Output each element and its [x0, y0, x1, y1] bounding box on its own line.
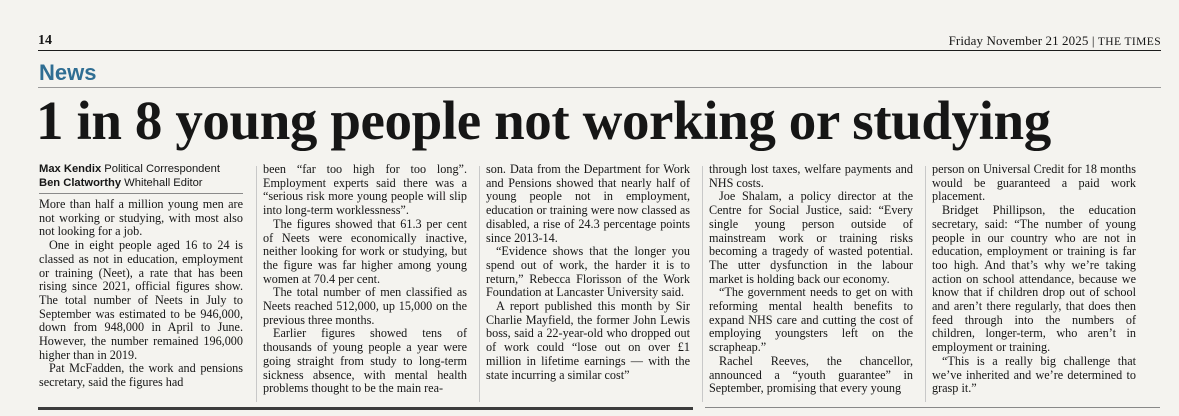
byline-author-2	[39, 177, 243, 191]
bottom-rule	[38, 407, 693, 410]
paragraph: Pat McFadden, the work and pensions secretary, said the figures had	[39, 361, 243, 390]
issue-date: Friday November 21 2025	[948, 33, 1089, 48]
paragraph: through lost taxes, welfare payments and NHS costs.	[709, 162, 913, 190]
publication-name: THE TIMES	[1097, 36, 1161, 48]
byline-author-1	[39, 163, 243, 177]
paragraph: More than half a million young men are not working or studying, with most also not looking for a job.	[39, 197, 243, 239]
author-role: Political Correspondent	[104, 163, 220, 175]
article-column-4	[709, 163, 913, 396]
paragraph: son. Data from the Department for Work and Pensions showed that nearly half of young people not in employment, education or training were now classed as disabled, a rise of 24.3 percentage points since 2013-14.	[486, 162, 690, 245]
page-folio	[38, 30, 1161, 51]
article-column-3	[486, 163, 690, 382]
paragraph: person on Universal Credit for 18 months would be guaranteed a paid work placement.	[932, 162, 1136, 204]
paragraph: “This is a really big challenge that we’ve inherited and we’re determined to grasp it.”	[932, 353, 1136, 396]
paragraph: Bridget Phillipson, the education secretary, said: “The number of young people in our country who are not in education, employment or training is far too high. And that’s why we’re taking action on school attendance, because we know that if children drop out of school and aren’t there regularly, that does then feed through into the numbers of children, longer-term, who aren’t in employment or training.	[932, 203, 1136, 355]
byline	[39, 163, 243, 194]
author-name: Ben Clatworthy	[39, 176, 122, 189]
author-name: Max Kendix	[39, 163, 102, 175]
paragraph: Rachel Reeves, the chancellor, announced a “youth guarantee” in September, promising that every young	[709, 353, 913, 396]
paragraph: “Evidence shows that the longer you spend out of work, the harder it is to return,” Rebecca Florisson of the Work Foundation at Lancaster University said.	[486, 244, 690, 300]
page-number: 14	[38, 33, 52, 48]
paragraph: Earlier figures showed tens of thousands of young people a year were going straight from study to long-term sickness absence, with mental health problems thought to be the main rea-	[263, 326, 467, 396]
bottom-rule	[705, 407, 1160, 408]
dateline-separator: |	[1091, 33, 1095, 48]
column-divider	[702, 166, 703, 402]
headline: 1 in 8 young people not working or studying	[36, 90, 1051, 151]
column-divider	[479, 166, 480, 402]
author-role: Whitehall Editor	[124, 176, 203, 189]
paragraph: A report published this month by Sir Charlie Mayfield, the former John Lewis boss, said a 22-year-old who dropped out of work could “lose out on over £1 million in lifetime earnings — with the state incurring a similar cost”	[486, 299, 690, 382]
paragraph: been “far too high for too long”. Employment experts said there was a “serious risk more young people will slip into long-term worklessness”.	[263, 162, 467, 218]
paragraph: The total number of men classified as Neets reached 512,000, up 15,000 on the previous three months.	[263, 285, 467, 327]
paragraph: “The government needs to get on with reforming mental health benefits to expand NHS care and cutting the cost of employing youngsters left on the scrapheap.”	[709, 285, 913, 355]
section-label: News	[39, 60, 97, 85]
article-column-1	[39, 163, 243, 390]
paragraph: The figures showed that 61.3 per cent of Neets were economically inactive, neither looking for work or studying, but the figure was far higher among young women at 70.4 per cent.	[263, 216, 467, 286]
paragraph: One in eight people aged 16 to 24 is classed as not in education, employment or training (Neet), a rate that has been rising since 2021, official figures show. The total number of Neets in July to September was estimated to be 946,000, down from 948,000 in April to June. However, the number remained 196,000 higher than in 2019.	[39, 238, 243, 362]
column-divider	[925, 166, 926, 402]
article-column-2	[263, 163, 467, 396]
dateline	[949, 33, 1161, 49]
column-divider	[256, 166, 257, 402]
section-rule	[38, 87, 1161, 88]
article-column-5	[932, 163, 1136, 396]
paragraph: Joe Shalam, a policy director at the Centre for Social Justice, said: “Every single young person outside of mainstream work or training risks becoming a tragedy of wasted potential. The utter dysfunction in the labour market is holding back our economy.	[709, 189, 913, 286]
